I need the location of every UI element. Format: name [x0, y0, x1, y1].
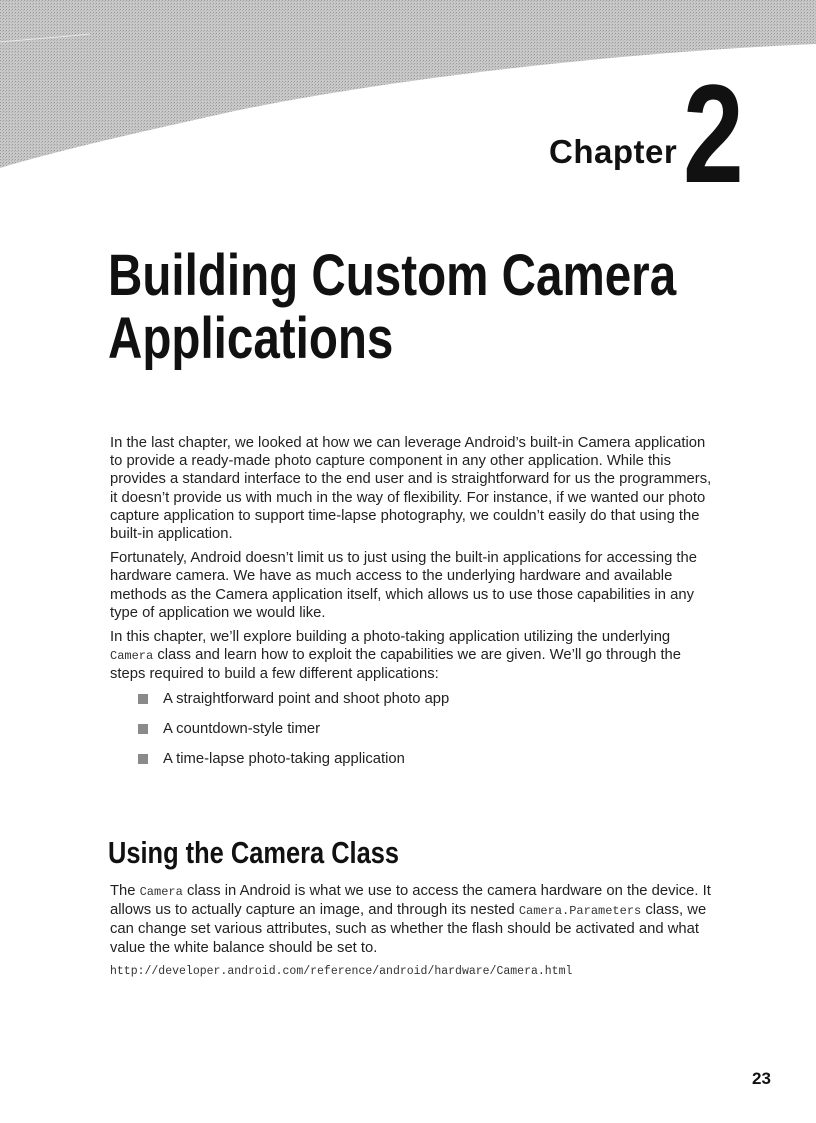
- intro-section: [110, 434, 712, 780]
- bullet-list: [110, 690, 712, 768]
- chapter-title-line2: Applications: [108, 306, 394, 371]
- bullet-square-icon: [138, 694, 148, 704]
- list-item-text: A straightforward point and shoot photo app: [163, 690, 450, 707]
- section-text-c: class, we can change set various attributes, such as whether the flash should be activated and what value the white balance should be set to.: [110, 902, 707, 956]
- list-item-text: A countdown-style timer: [163, 720, 321, 737]
- intro-paragraph-2: Fortunately, Android doesn’t limit us to just using the built-in applications for accessing the hardware camera. We have as much access to the underlying hardware and available methods as the Camera application itself, which allows us to use those capabilities in any type of application we would like.: [110, 550, 697, 621]
- section-heading: Using the Camera Class: [108, 835, 400, 870]
- inline-code-camera-2: Camera: [139, 885, 183, 899]
- chapter-number: 2: [683, 55, 744, 212]
- intro-paragraph-3-text-a: In this chapter, we’ll explore building a photo-taking application utilizing the underlying: [110, 629, 671, 646]
- page-number: 23: [752, 1069, 771, 1088]
- list-item-text: A time-lapse photo-taking application: [163, 750, 405, 767]
- bullet-square-icon: [138, 754, 148, 764]
- bullet-square-icon: [138, 724, 148, 734]
- section-text-b: class in Android is what we use to access the camera hardware on the device. It allows us to actually capture an image, and through its nested: [110, 883, 711, 919]
- chapter-label: Chapter: [549, 133, 678, 170]
- inline-code-camera-parameters: Camera.Parameters: [518, 904, 642, 919]
- list-item: [135, 720, 712, 738]
- inline-code-camera: Camera: [110, 649, 154, 664]
- intro-paragraph-3-text-b: class and learn how to exploit the capabilities we are given. We’ll go through the steps required to build a few different applications:: [110, 647, 682, 683]
- intro-paragraph-3: [110, 628, 712, 684]
- section-paragraph-1: [110, 882, 712, 957]
- reference-url: http://developer.android.com/reference/android/hardware/Camera.html: [110, 964, 573, 978]
- section-body: [110, 882, 712, 987]
- section-text-a: The: [110, 883, 140, 899]
- list-item: [135, 690, 712, 708]
- list-item: [135, 750, 712, 768]
- chapter-title: [108, 244, 764, 370]
- chapter-title-line1: Building Custom Camera: [108, 243, 677, 308]
- intro-paragraph-1: In the last chapter, we looked at how we can leverage Android’s built-in Camera application to provide a ready-made photo capture component in any other application. While this provides a standard interface to the end user and is straightforward for us the programmers, it doesn’t provide us with much in the way of flexibility. For instance, if we wanted our photo capture application to support time-lapse photography, we couldn’t easily do that using the built-in application.: [110, 435, 712, 543]
